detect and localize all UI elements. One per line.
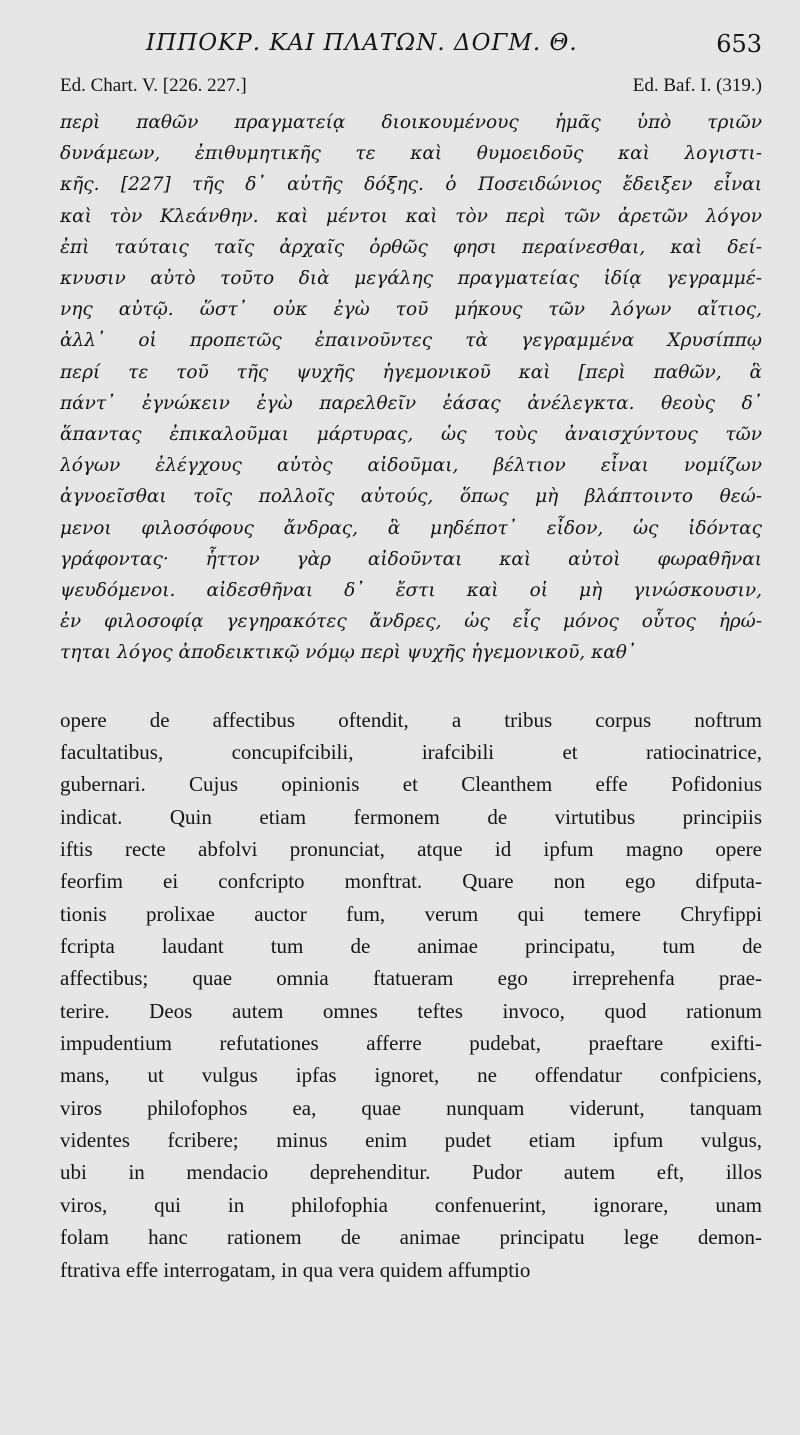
latin-text-line: tionis prolixae auctor fum, verum qui temere Chryfippi [60, 901, 762, 926]
latin-text-line: ftrativa effe interrogatam, in qua vera quidem affumptio [60, 1257, 531, 1282]
greek-text-line: πάντ᾽ ἐγνώκειν ἐγὼ παρελθεῖν ἐάσας ἀνέλεγκτα. θεοὺς δ᾽ [60, 392, 762, 414]
latin-text-line: terire. Deos autem omnes teftes invoco, quod rationum [60, 998, 762, 1023]
greek-text-line: περί τε τοῦ τῆς ψυχῆς ἡγεμονικοῦ καὶ [περὶ παθῶν, ἃ [60, 361, 762, 383]
greek-text-line: ἀγνοεῖσθαι τοῖς πολλοῖς αὐτούς, ὅπως μὴ βλάπτοιντο θεώ- [60, 486, 762, 508]
latin-text-line: gubernari. Cujus opinionis et Cleanthem effe Pofidonius [60, 772, 762, 797]
latin-text-line: viros, qui in philofophia confenuerint, ignorare, unam [60, 1192, 762, 1217]
latin-text-line: indicat. Quin etiam fermonem de virtutibus principiis [60, 804, 762, 829]
greek-text-line: ἅπαντας ἐπικαλοῦμαι μάρτυρας, ὡς τοὺς ἀναισχύντους τῶν [60, 424, 762, 446]
page-number: 653 [716, 30, 762, 58]
greek-text-line: ἐν φιλοσοφίᾳ γεγηρακότες ἄνδρες, ὡς εἷς μόνος οὗτος ἠρώ- [60, 611, 762, 633]
greek-text-line: κνυσιν αὐτὸ τοῦτο διὰ μεγάλης πραγματείας ἰδίᾳ γεγραμμέ- [60, 268, 762, 290]
greek-text-line: δυνάμεων, ἐπιθυμητικῆς τε καὶ θυμοειδοῦς καὶ λογιστι- [60, 143, 762, 165]
running-title: ΙΠΠΟΚΡ. ΚΑΙ ΠΛΑΤΩΝ. ΔΟΓΜ. Θ. [146, 30, 578, 56]
latin-text-line: feorfim ei confcripto monftrat. Quare non ego difputa- [60, 869, 762, 894]
edition-basel-ref: Ed. Baf. I. (319.) [632, 75, 762, 96]
greek-text-line: λόγων ἐλέγχους αὐτὸς αἰδοῦμαι, βέλτιον εἶναι νομίζων [60, 455, 762, 477]
edition-chart-ref: Ed. Chart. V. [226. 227.] [60, 75, 247, 96]
latin-text-line: opere de affectibus oftendit, a tribus corpus noftrum [60, 707, 762, 732]
greek-text-block [60, 107, 762, 669]
greek-text-line: περὶ παθῶν πραγματείᾳ διοικουμένους ἡμᾶς ὑπὸ τριῶν [60, 112, 762, 133]
greek-text-line: ἐπὶ ταύταις ταῖς ἀρχαῖς ὀρθῶς φησι περαίνεσθαι, καὶ δεί- [60, 236, 762, 258]
greek-text-line: καὶ τὸν Κλεάνθην. καὶ μέντοι καὶ τὸν περὶ τῶν ἀρετῶν λόγον [60, 205, 762, 227]
latin-text-line: impudentium refutationes afferre pudebat, praeftare exifti- [60, 1031, 762, 1056]
greek-text-line: γράφοντας· ἧττον γὰρ αἰδοῦνται καὶ αὐτοὶ φωραθῆναι [60, 548, 762, 570]
latin-text-line: fcripta laudant tum de animae principatu, tum de [60, 934, 762, 959]
latin-text-line: facultatibus, concupifcibili, irafcibili et ratiocinatrice, [60, 740, 762, 764]
latin-text-line: mans, ut vulgus ipfas ignoret, ne offendatur confpiciens, [60, 1063, 762, 1088]
latin-text-line: iftis recte abfolvi pronunciat, atque id ipfum magno opere [60, 837, 762, 862]
greek-text-line: ἀλλ᾽ οἱ προπετῶς ἐπαινοῦντες τὰ γεγραμμένα Χρυσίππῳ [60, 330, 762, 352]
latin-text-line: videntes fcribere; minus enim pudet etiam ipfum vulgus, [60, 1128, 762, 1153]
greek-text-line: ψευδόμενοι. αἰδεσθῆναι δ᾽ ἔστι καὶ οἱ μὴ γινώσκουσιν, [60, 580, 762, 602]
latin-text-line: folam hanc rationem de animae principatu lege demon- [60, 1225, 762, 1250]
greek-text-line: τηται λόγος ἀποδεικτικῷ νόμῳ περὶ ψυχῆς ἡγεμονικοῦ, καθ᾽ [60, 642, 637, 664]
greek-text-line: κῆς. [227] τῆς δ᾽ αὐτῆς δόξης. ὁ Ποσειδώνιος ἔδειξεν εἶναι [60, 174, 762, 196]
greek-text-line: μενοι φιλοσόφους ἄνδρας, ἃ μηδέποτ᾽ εἶδον, ὡς ἰδόντας [60, 517, 762, 539]
latin-text-line: affectibus; quae omnia ftatueram ego irreprehenfa prae- [60, 966, 762, 991]
latin-text-block [60, 704, 762, 1286]
edition-line [60, 75, 762, 105]
latin-text-line: viros philofophos ea, quae nunquam viderunt, tanquam [60, 1095, 762, 1120]
latin-text-line: ubi in mendacio deprehenditur. Pudor autem eft, illos [60, 1160, 762, 1185]
page-header [60, 30, 762, 64]
greek-text-line: νης αὐτῷ. ὥστ᾽ οὐκ ἐγὼ τοῦ μήκους τῶν λόγων αἴτιος, [60, 299, 762, 321]
